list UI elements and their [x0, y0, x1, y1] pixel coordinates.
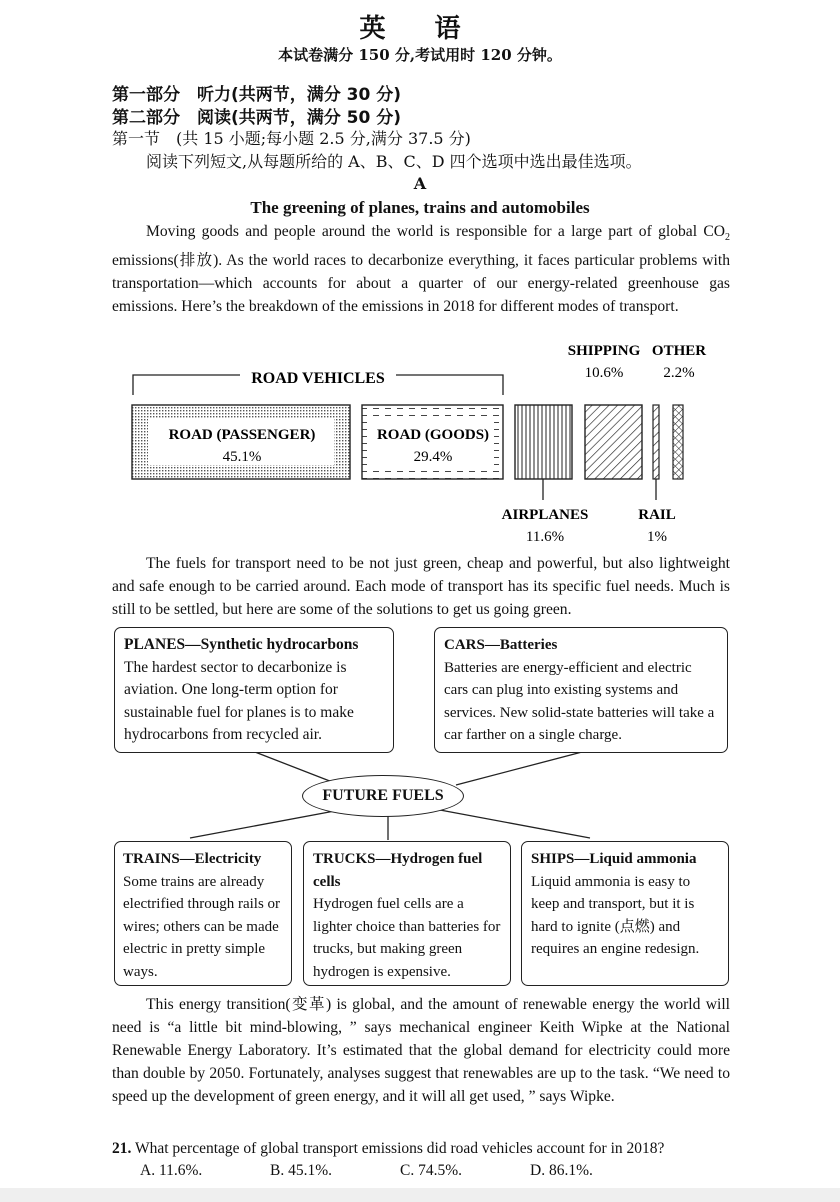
bar-airplanes [515, 405, 572, 479]
box-planes: PLANES—Synthetic hydrocarbons The hardest sector to decarbonize is aviation. One long-term option for sustainable fuel for planes is to make hydrocarbons from recycled air. [114, 627, 394, 753]
section1-heading: 第一节 (共 15 小题;每小题 2.5 分,满分 37.5 分) [112, 129, 471, 148]
value-shipping: 10.6% [584, 365, 624, 381]
label-shipping: SHIPPING [567, 343, 641, 359]
bracket-right [396, 375, 503, 395]
label-road-goods: ROAD (GOODS) [376, 427, 490, 443]
option-d[interactable]: D. 86.1%. [530, 1162, 593, 1179]
box-cars: CARS—Batteries Batteries are energy-efficient and electric cars can plug into existing systems and services. New solid-state batteries will take a car farther on a single charge. [434, 627, 728, 753]
paragraph-3: This energy transition(变革) is global, and the amount of renewable energy the world will need is “a little bit mind-blowing, ” says mechanical engineer Keith Wipke at the National Renewable Energy Laboratory. It’s estimated that the global demand for electricity could more than double by 2050. Fortunately, analyses suggest that renewables are up to the task. “We need to speed up the development of green energy, and it will all get used, ” says Wipke. [112, 996, 730, 1105]
paragraph-1: Moving goods and people around the world is responsible for a large part of global $CO_2$ emissions(排放). As the world races to decarbonize everything, it faces particular problems with transportation—which accounts for about a quarter of our energy-related greenhouse gas emissions. Here’s the breakdown of the emissions in 2018 for different modes of transport. [112, 223, 730, 316]
question-21-options [140, 1162, 660, 1180]
option-a[interactable]: A. 11.6%. [140, 1162, 203, 1179]
value-airplanes: 11.6% [525, 529, 565, 545]
part1-heading: 第一部分 听力(共两节，满分 30 分) [112, 85, 402, 105]
option-c[interactable]: C. 74.5%. [400, 1162, 462, 1179]
label-other: OTHER [651, 343, 707, 359]
page-bottom-strip [0, 1188, 840, 1202]
passage-letter: A [413, 174, 427, 193]
box-trains: TRAINS—Electricity Some trains are already electrified through rails or wires; others can be made electric in pretty simple ways. [114, 841, 292, 986]
label-rail: RAIL [638, 507, 676, 523]
part2-heading: 第二部分 阅读(共两节，满分 50 分) [112, 108, 402, 128]
bar-rail [653, 405, 659, 479]
question-21: 21. What percentage of global transport emissions did road vehicles account for in 2018? [112, 1140, 665, 1157]
bar-shipping [585, 405, 642, 479]
road-vehicles-label: ROAD VEHICLES [251, 370, 385, 387]
future-fuels-center: FUTURE FUELS [302, 775, 464, 817]
value-rail: 1% [647, 529, 667, 545]
box-trucks: TRUCKS—Hydrogen fuel cells Hydrogen fuel cells are a lighter choice than batteries for trucks, but making green hydrogen is expensive. [303, 841, 511, 986]
instruction: 阅读下列短文,从每题所给的 A、B、C、D 四个选项中选出最佳选项。 [146, 152, 642, 171]
page-title: 英 语 [359, 14, 481, 44]
option-b[interactable]: B. 45.1%. [270, 1162, 332, 1179]
bracket-left [133, 375, 240, 395]
value-road-passenger: 45.1% [222, 449, 262, 465]
emissions-chart [0, 335, 840, 550]
label-road-passenger: ROAD (PASSENGER) [168, 427, 316, 443]
value-road-goods: 29.4% [413, 449, 453, 465]
box-ships: SHIPS—Liquid ammonia Liquid ammonia is easy to keep and transport, but it is hard to ignite (点燃) and requires an engine redesign. [521, 841, 729, 986]
passage-title: The greening of planes, trains and automobiles [250, 198, 590, 217]
paragraph-2: The fuels for transport need to be not just green, cheap and powerful, but also lightweight and safe enough to be carried around. Each mode of transport has its specific fuel needs. Much is still to be settled, but here are some of the solutions to get us going green. [112, 555, 730, 618]
value-other: 2.2% [663, 365, 695, 381]
label-airplanes: AIRPLANES [501, 507, 589, 523]
exam-info: 本试卷满分 150 分,考试用时 120 分钟。 [278, 46, 562, 64]
bar-other [673, 405, 683, 479]
